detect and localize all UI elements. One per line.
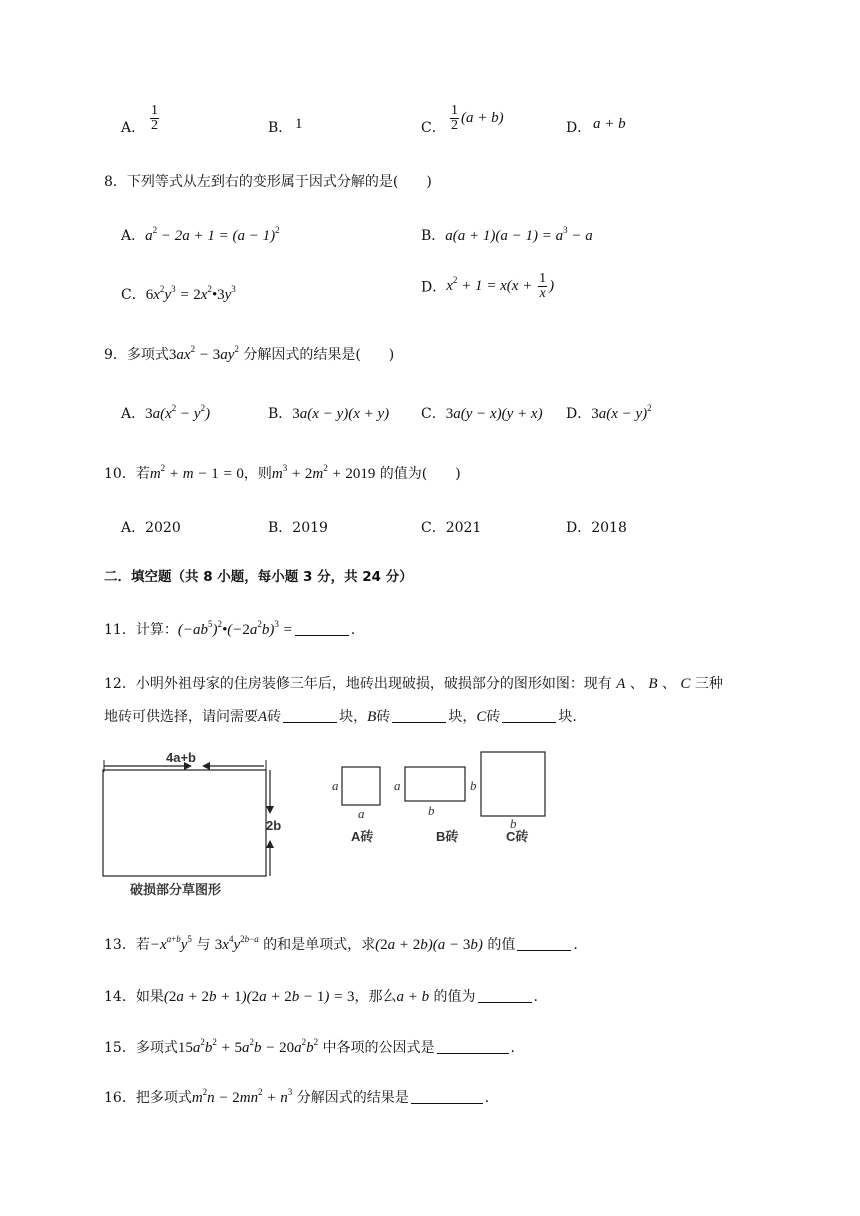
damaged-area-rect <box>103 770 266 876</box>
q10-option-c: C．2021 <box>421 520 482 536</box>
height-label: 2b <box>266 818 282 833</box>
q11-stem: 11．计算：$(-ab^5)^2•(-2a^2b)^3$ = . <box>104 619 356 638</box>
q12-blank-b[interactable] <box>392 721 446 723</box>
q16-answer-blank[interactable] <box>411 1102 483 1104</box>
q13-stem: 13．若$-x^{a+b}y^5$ 与 $3x^4y^{2b-a}$ 的和是单项式，求(2a + 2b)(a − 3b) 的值 . <box>104 934 578 953</box>
section-title: 二．填空题（共 8 小题，每小题 3 分，共 24 分） <box>104 569 413 585</box>
q9-option-a: A．$3a(x^2 - y^2)$ <box>121 403 211 422</box>
tile-a-name: A砖 <box>351 829 374 844</box>
tile-c-side-bottom: b <box>510 816 517 831</box>
q7-option-b-label: B． <box>268 120 293 136</box>
q9-option-d: D．$3a(x - y)^2$ <box>566 403 652 422</box>
q10-stem: 10．若$m^2 + m - 1 = 0$，则$m^3 + 2m^2 + 2019$ 的值为( ) <box>104 463 461 482</box>
tile-b <box>405 767 465 801</box>
q10-option-a: A．2020 <box>121 520 181 536</box>
q12-line1: 12．小明外祖母家的住房装修三年后，地砖出现破损，破损部分的图形如图：现有 A 、 B 、 C 三种 <box>104 676 723 692</box>
q7-option-a-label: A． <box>121 120 146 136</box>
tile-c-side-left: b <box>470 778 477 793</box>
q8-stem: 8．下列等式从左到右的变形属于因式分解的是( ) <box>104 174 432 190</box>
figure-caption: 破损部分草图形 <box>130 882 222 897</box>
tile-c-name: C砖 <box>506 829 529 844</box>
q7-option-c-label: C． <box>421 120 446 136</box>
q8-option-c: C．$6x^2y^3$ = $2x^2•3y^3$ <box>121 284 236 303</box>
q15-stem: 15．多项式$15a^2b^2 + 5a^2b - 20a^2b^2$ 中各项的公因式是 . <box>104 1037 515 1056</box>
q10-option-d: D．2018 <box>566 520 627 536</box>
q16-stem: 16．把多项式$m^2n - 2mn^2 + n^3$ 分解因式的结果是 . <box>104 1087 490 1106</box>
tile-a <box>342 767 380 805</box>
width-label: 4a+b <box>166 750 196 765</box>
q14-stem: 14．如果(2a + 2b + 1)(2a + 2b − 1) = 3，那么a + b 的值为 . <box>104 989 538 1005</box>
q15-answer-blank[interactable] <box>437 1052 509 1054</box>
q10-option-b: B．2019 <box>268 520 328 536</box>
tile-b-side-left: a <box>394 778 401 793</box>
q9-stem: 9．多项式$3ax^2 - 3ay^2$ 分解因式的结果是( ) <box>104 344 395 363</box>
tile-b-name: B砖 <box>436 829 459 844</box>
q13-answer-blank[interactable] <box>517 949 571 951</box>
q12-blank-c[interactable] <box>502 721 556 723</box>
tile-a-side-left: a <box>332 778 339 793</box>
q12-line2: 地砖可供选择，请问需要A砖 块，B砖 块，C砖 块. <box>104 709 577 725</box>
q8-option-d: D．$x^2 + 1 = x(x$ + $\frac{1}{x}$ ) <box>421 271 555 301</box>
q7-options <box>0 104 860 146</box>
q7-option-d-label: D． <box>566 120 592 136</box>
q7-option-d-value: a + b <box>593 116 626 132</box>
tile-a-side-bottom: a <box>358 806 365 821</box>
q12-blank-a[interactable] <box>283 721 337 723</box>
q8-option-b: B．$a(a + 1)(a - 1) = a^3 - a$ <box>421 225 593 244</box>
tile-figure <box>96 744 556 900</box>
q9-option-b: B．3a(x − y)(x + y) <box>268 406 390 422</box>
q7-option-b-value: 1 <box>295 116 303 132</box>
tile-c <box>481 752 545 816</box>
q7-option-c-value: $\frac{1}{2}$ (a + b) <box>451 103 504 133</box>
q8-option-a: A．$a^2 - 2a + 1 = (a - 1)^2$ <box>121 225 280 244</box>
q9-option-c: C．3a(y − x)(y + x) <box>421 406 543 422</box>
tile-b-side-bottom: b <box>428 803 435 818</box>
q11-answer-blank[interactable] <box>295 634 349 636</box>
q7-option-a-value: $\frac{1}{2}$ <box>151 103 158 133</box>
q14-answer-blank[interactable] <box>478 1001 532 1003</box>
